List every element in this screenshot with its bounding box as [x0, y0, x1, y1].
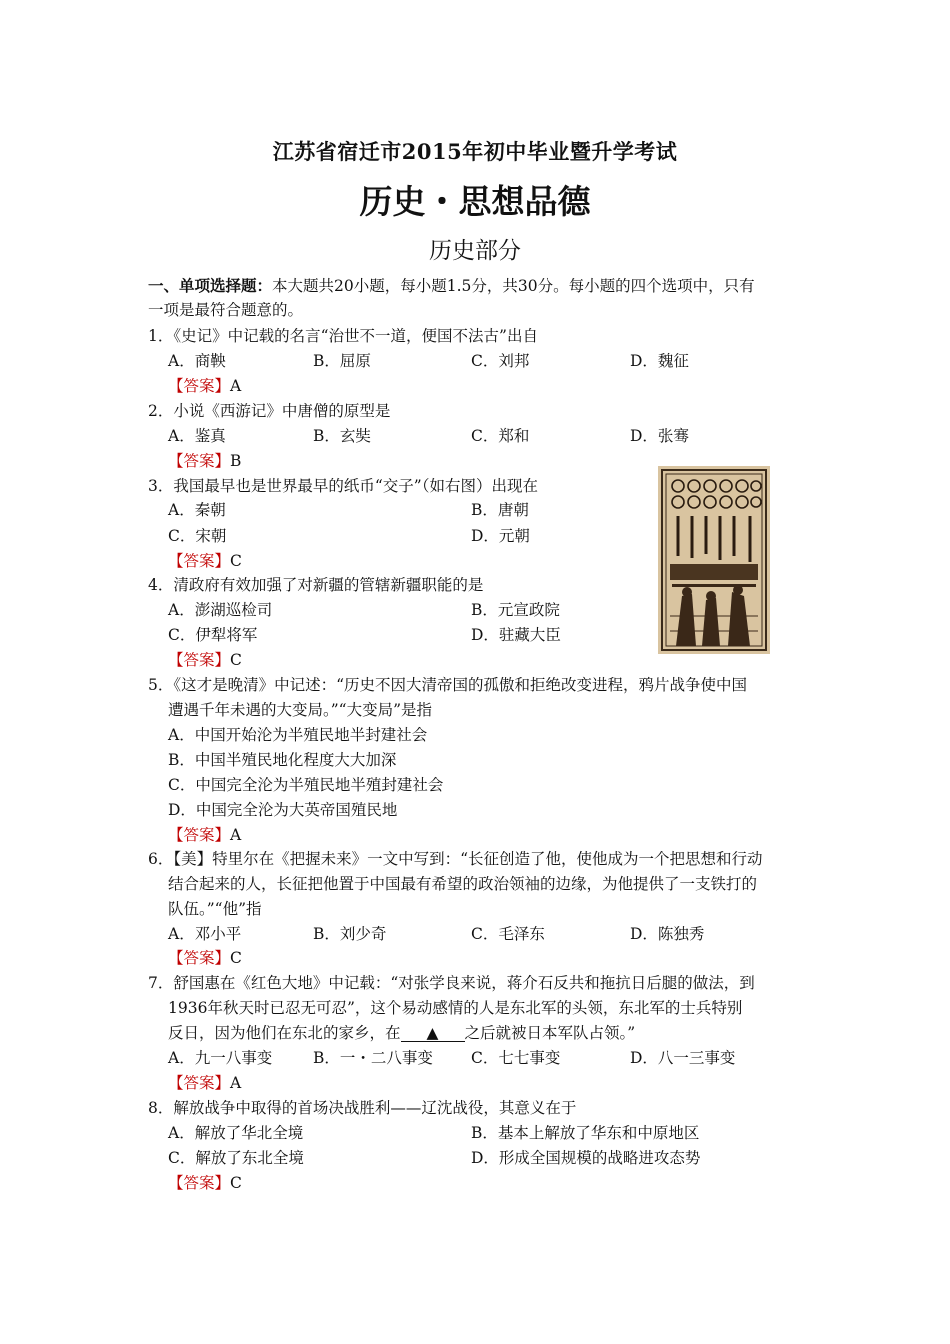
q1-answer — [168, 376, 241, 396]
q7-answer — [168, 1073, 241, 1093]
answer-label: 【答案】 — [168, 651, 231, 669]
q2-option-b: B．玄奘 — [313, 427, 371, 445]
q5-answer — [168, 825, 241, 845]
answer-label: 【答案】 — [168, 1174, 231, 1192]
answer-label: 【答案】 — [168, 826, 231, 844]
instructions-line-1 — [148, 276, 755, 296]
q5-option-c: C．中国完全沦为半殖民地半殖封建社会 — [168, 776, 444, 794]
q2-answer — [168, 451, 241, 471]
stem-text-before-blank: 反日，因为他们在东北的家乡，在 — [168, 1024, 401, 1042]
q6-option-c: C．毛泽东 — [471, 925, 545, 943]
q4-option-d: D．驻藏大臣 — [471, 626, 561, 644]
question-7-stem-3 — [168, 1023, 635, 1043]
answer-label: 【答案】 — [168, 1074, 231, 1092]
q8-option-c: C．解放了东北全境 — [168, 1149, 304, 1167]
question-8-stem: 8．解放战争中取得的首场决战胜利——辽沈战役，其意义在于 — [148, 1099, 577, 1117]
question-1-stem: 1．《史记》中记载的名言“治世不一道，便国不法古”出自 — [148, 327, 538, 345]
q4-answer — [168, 650, 242, 670]
question-7-stem-1: 7．舒国惠在《红色大地》中记载：“对张学良来说，蒋介石反共和拖抗日后腿的做法，到 — [148, 974, 755, 992]
question-5-stem-2: 遭遇千年未遇的大变局。”“大变局”是指 — [168, 701, 433, 719]
instructions-line-2: 一项是最符合题意的。 — [148, 301, 304, 319]
q4-option-c: C．伊犁将军 — [168, 626, 258, 644]
q1-option-c: C．刘邦 — [471, 352, 530, 370]
exam-title: 江苏省宿迁市2015年初中毕业暨升学考试 — [272, 139, 678, 164]
q1-option-d: D．魏征 — [630, 352, 689, 370]
q7-option-a: A．九一八事变 — [168, 1049, 273, 1067]
q8-option-d: D．形成全国规模的战略进攻态势 — [471, 1149, 701, 1167]
stem-text-after-blank: 之后就被日本军队占领。” — [464, 1024, 636, 1042]
answer-label: 【答案】 — [168, 949, 231, 967]
q1-option-b: B．屈原 — [313, 352, 371, 370]
answer-value: B — [230, 452, 242, 470]
answer-label: 【答案】 — [168, 377, 231, 395]
question-3-stem: 3．我国最早也是世界最早的纸币“交子”（如右图）出现在 — [148, 477, 538, 495]
q4-option-a: A．澎湖巡检司 — [168, 601, 273, 619]
section-title: 历史部分 — [429, 238, 521, 264]
question-4-stem: 4．清政府有效加强了对新疆的管辖新疆职能的是 — [148, 576, 484, 594]
q6-answer — [168, 948, 242, 968]
q2-option-c: C．郑和 — [471, 427, 530, 445]
answer-value: C — [230, 949, 242, 967]
q4-option-b: B．元宣政院 — [471, 601, 560, 619]
q3-option-c: C．宋朝 — [168, 527, 227, 545]
q3-option-b: B．唐朝 — [471, 501, 529, 519]
q8-option-b: B．基本上解放了华东和中原地区 — [471, 1124, 700, 1142]
instructions-heading: 一、单项选择题： — [148, 276, 273, 295]
q6-option-b: B．刘少奇 — [313, 925, 387, 943]
question-5-stem-1: 5．《这才是晚清》中记述：“历史不因大清帝国的孤傲和拒绝改变进程，鸦片战争使中国 — [148, 676, 748, 694]
q8-option-a: A．解放了华北全境 — [168, 1124, 304, 1142]
q5-option-d: D．中国完全沦为大英帝国殖民地 — [168, 801, 398, 819]
answer-value: A — [230, 1074, 242, 1092]
q2-option-d: D．张骞 — [630, 427, 689, 445]
answer-value: A — [230, 377, 242, 395]
q3-answer — [168, 551, 242, 571]
q7-option-c: C．七七事变 — [471, 1049, 561, 1067]
q3-option-d: D．元朝 — [471, 527, 530, 545]
q2-option-a: A．鉴真 — [168, 427, 226, 445]
fill-in-blank — [401, 1025, 465, 1042]
answer-value: C — [230, 552, 242, 570]
instructions-text: 本大题共20小题，每小题1.5分，共30分。每小题的四个选项中，只有 — [272, 277, 755, 295]
answer-value: C — [230, 1174, 242, 1192]
answer-label: 【答案】 — [168, 552, 231, 570]
q3-option-a: A．秦朝 — [168, 501, 226, 519]
question-6-stem-1: 6．【美】特里尔在《把握未来》一文中写到：“长征创造了他，使他成为一个把思想和行动 — [148, 850, 763, 868]
q5-option-a: A．中国开始沦为半殖民地半封建社会 — [168, 726, 428, 744]
q6-option-a: A．邓小平 — [168, 925, 242, 943]
answer-value: C — [230, 651, 242, 669]
question-6-stem-2: 结合起来的人，长征把他置于中国最有希望的政治领袖的边缘，为他提供了一支铁打的 — [168, 875, 758, 893]
jiaozi-banknote-image — [658, 466, 770, 654]
q7-option-b: B．一・二八事变 — [313, 1049, 433, 1067]
blank-triangle-mark: ▲ — [426, 1024, 439, 1042]
question-6-stem-3: 队伍。”“他”指 — [168, 900, 262, 918]
q7-option-d: D．八一三事变 — [630, 1049, 736, 1067]
question-7-stem-2: 1936年秋天时已忍无可忍”，这个易动感情的人是东北军的头领，东北军的士兵特别 — [168, 999, 743, 1017]
exam-subject: 历史・思想品德 — [359, 182, 591, 221]
question-2-stem: 2．小说《西游记》中唐僧的原型是 — [148, 402, 391, 420]
answer-value: A — [230, 826, 242, 844]
q8-answer — [168, 1173, 242, 1193]
q6-option-d: D．陈独秀 — [630, 925, 705, 943]
answer-label: 【答案】 — [168, 452, 231, 470]
q1-option-a: A．商鞅 — [168, 352, 226, 370]
q5-option-b: B．中国半殖民地化程度大大加深 — [168, 751, 397, 769]
